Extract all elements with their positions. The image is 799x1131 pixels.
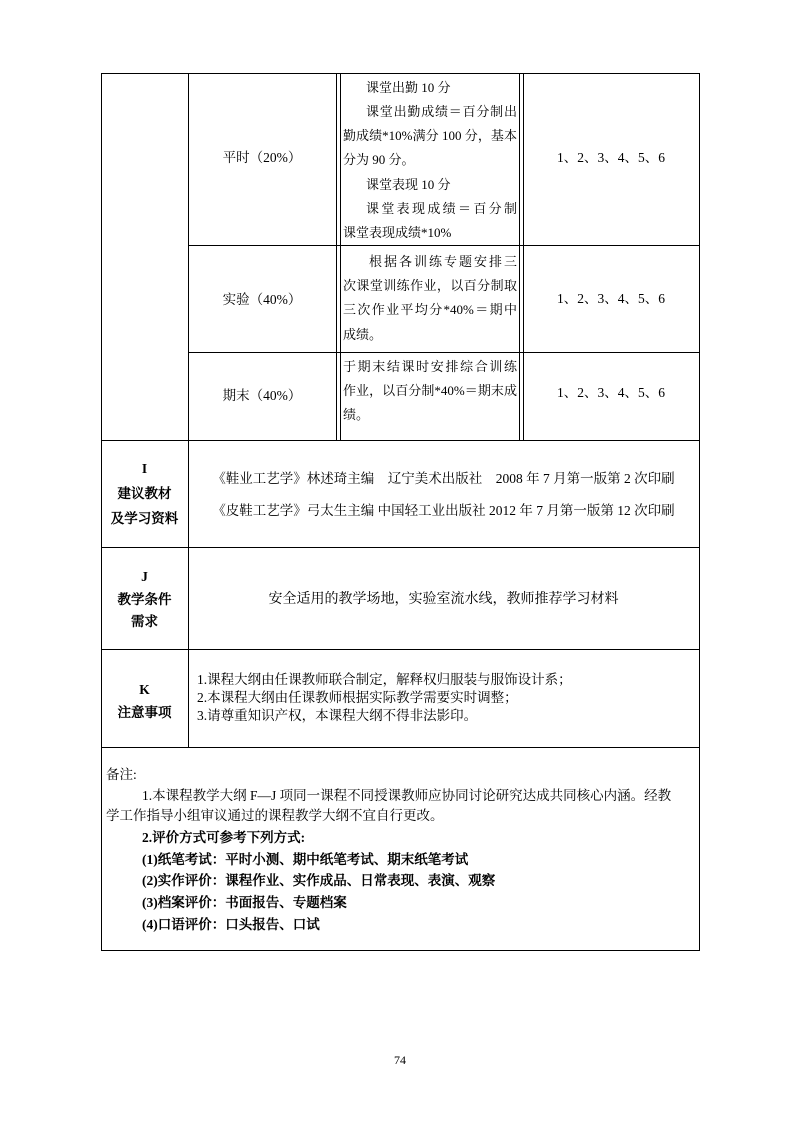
assessment-description-line: 绩。 <box>343 407 370 422</box>
assessment-description-line: 于期末结课时安排综合训练 <box>343 359 517 374</box>
assessment-objectives: 1、2、3、4、5、6 <box>557 385 665 400</box>
section-j-title: 教学条件 <box>117 592 172 607</box>
assessment-label: 实验（40%） <box>222 292 302 307</box>
section-divider <box>101 649 700 650</box>
notice-line: 2.本课程大纲由任课教师根据实际教学需要实时调整； <box>197 690 518 705</box>
assessment-description-line: 课堂出勤成绩＝百分制出 <box>366 104 517 119</box>
assessment-description-line: 课堂出勤 10 分 <box>366 80 451 95</box>
section-j-letter: J <box>141 569 148 584</box>
assessment-description-line: 课堂表现成绩*10% <box>343 225 452 240</box>
assessment-objectives: 1、2、3、4、5、6 <box>557 150 665 165</box>
assessment-description-line: 勤成绩*10%满分 100 分，基本 <box>343 128 517 143</box>
table-top-border <box>101 73 700 74</box>
section-k-title: 注意事项 <box>117 705 172 720</box>
assessment-objectives: 1、2、3、4、5、6 <box>557 291 665 306</box>
assessment-row-divider <box>188 245 700 246</box>
assessment-row-divider <box>188 352 700 353</box>
notes-item-line: 学工作指导小组审议通过的课程教学大纲不宜自行更改。 <box>106 808 444 823</box>
notice-line: 3.请尊重知识产权，本课程大纲不得非法影印。 <box>197 708 478 723</box>
section-j-title: 需求 <box>131 614 158 629</box>
assessment-column-divider <box>340 73 341 441</box>
evaluation-method: (2)实作评价：课程作业、实作成品、日常表现、表演、观察 <box>142 873 496 888</box>
textbook-reference: 《皮鞋工艺学》弓太生主编 中国轻工业出版社 2012 年 7 月第一版第 12 次印刷 <box>212 503 675 518</box>
page-number: 74 <box>394 1053 406 1067</box>
assessment-description-line: 课堂表现 10 分 <box>366 177 451 192</box>
assessment-column-divider <box>519 73 520 441</box>
evaluation-method: (4)口语评价：口头报告、口试 <box>142 917 320 932</box>
evaluation-methods-heading: 2.评价方式可参考下列方式: <box>142 830 306 845</box>
assessment-description-line: 课堂表现成绩＝百分制 <box>366 201 517 216</box>
assessment-description-line: 三次作业平均分*40%＝期中 <box>343 302 517 317</box>
assessment-description-line: 成绩。 <box>343 327 383 342</box>
section-i-letter: I <box>141 461 148 476</box>
assessment-description-line: 作业，以百分制*40%＝期末成 <box>343 383 517 398</box>
section-divider <box>101 440 700 441</box>
label-column-divider <box>188 73 189 748</box>
section-i-title: 建议教材 <box>117 486 172 501</box>
assessment-description-line: 次课堂训练作业，以百分制取 <box>343 278 517 293</box>
assessment-label: 平时（20%） <box>222 150 302 165</box>
assessment-description-line: 分为 90 分。 <box>343 152 415 167</box>
textbook-reference: 《鞋业工艺学》林述琦主编 辽宁美术出版社 2008 年 7 月第一版第 2 次印刷 <box>212 471 675 486</box>
assessment-column-divider <box>336 73 337 441</box>
section-i-title: 及学习资料 <box>110 511 179 526</box>
table-right-border <box>699 73 700 951</box>
section-k-letter: K <box>139 682 150 697</box>
notes-heading: 备注: <box>106 767 137 782</box>
teaching-conditions-text: 安全适用的教学场地，实验室流水线，教师推荐学习材料 <box>268 592 619 607</box>
table-bottom-border <box>101 950 700 951</box>
assessment-label: 期末（40%） <box>222 388 302 403</box>
evaluation-method: (3)档案评价：书面报告、专题档案 <box>142 895 347 910</box>
section-divider <box>101 747 700 748</box>
notes-item-line: 1.本课程教学大纲 F—J 项同一课程不同授课教师应协同讨论研究达成共同核心内涵。经教 <box>142 788 672 803</box>
evaluation-method: (1)纸笔考试：平时小测、期中纸笔考试、期末纸笔考试 <box>142 852 469 867</box>
notice-line: 1.课程大纲由任课教师联合制定，解释权归服装与服饰设计系； <box>197 672 572 687</box>
assessment-description-line: 根据各训练专题安排三 <box>369 254 517 269</box>
section-divider <box>101 547 700 548</box>
